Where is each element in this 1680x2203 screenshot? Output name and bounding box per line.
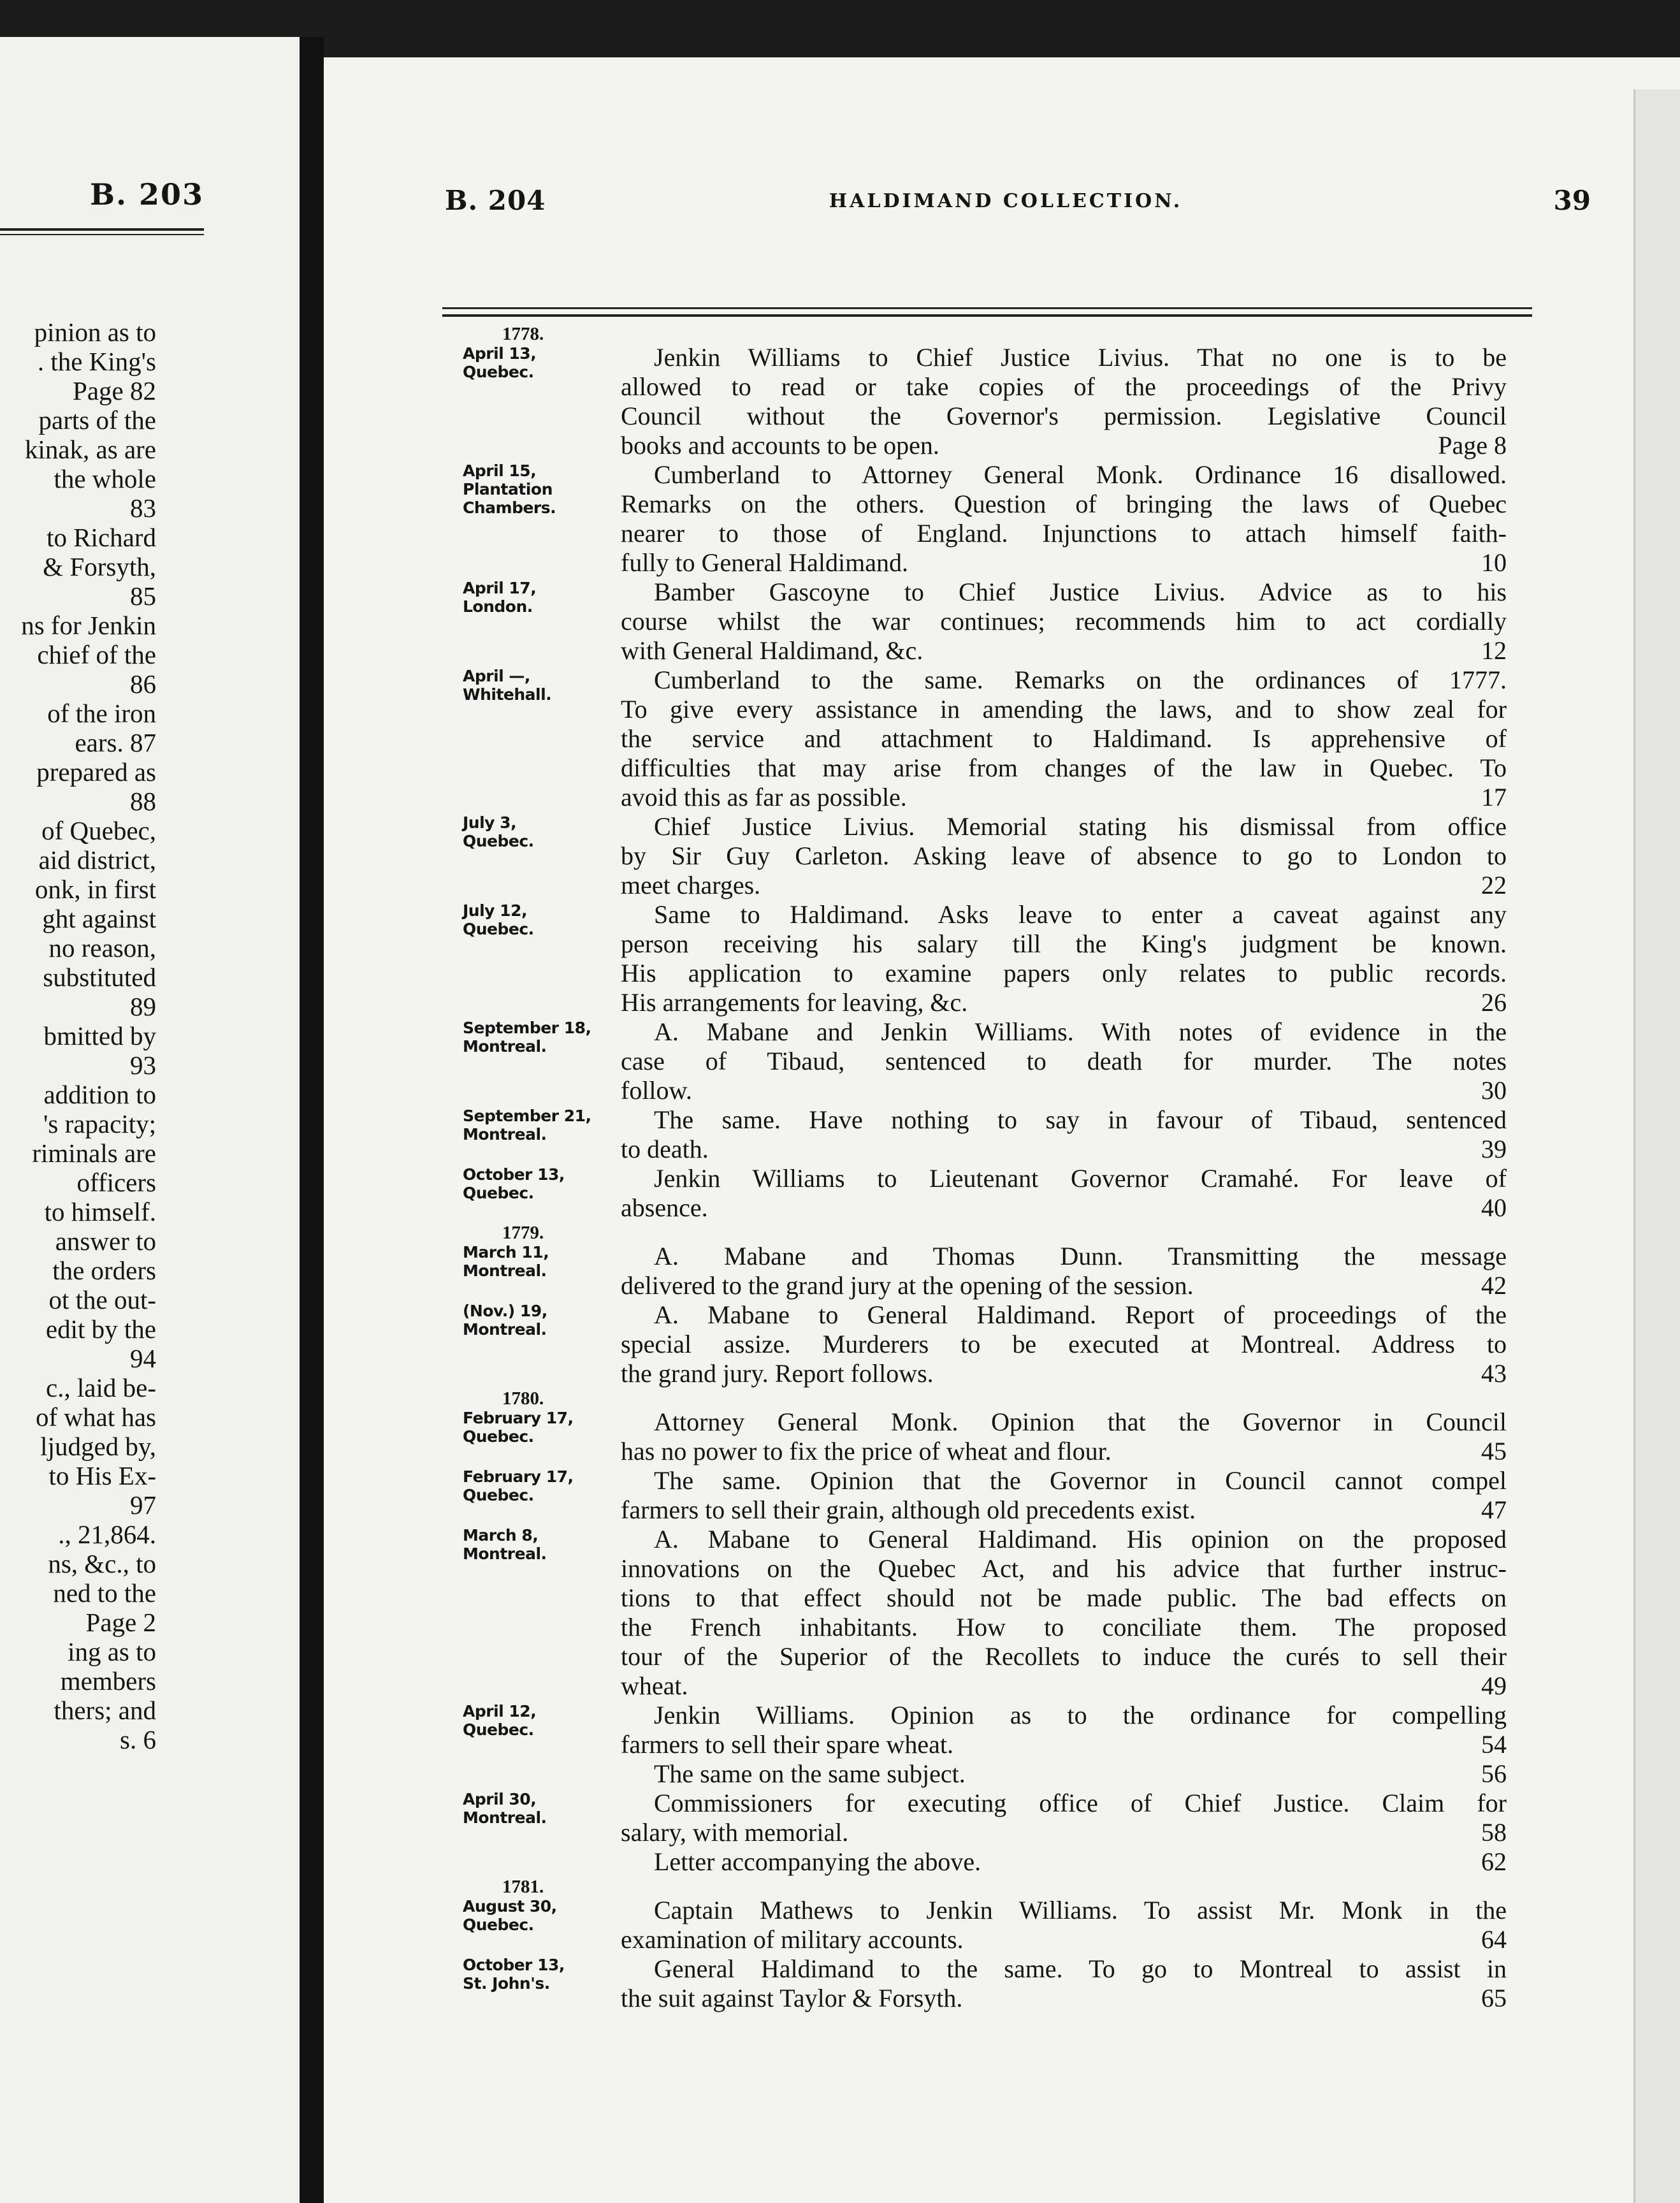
entry-place: Montreal.: [463, 1125, 547, 1144]
book-gutter: [300, 37, 324, 2203]
entry-line: absence. 40: [621, 1193, 1507, 1222]
entry-text: [621, 1242, 1507, 1300]
entry-date-place: [463, 579, 609, 616]
entry-text: [621, 343, 1507, 460]
calendar-entry: [324, 1896, 1637, 1954]
entry-date-place: [463, 1702, 609, 1739]
facing-page-line: prepared as: [36, 757, 156, 787]
page: [324, 57, 1680, 2203]
entry-date: July 3,: [463, 813, 517, 832]
entry-page-ref: 54: [1481, 1730, 1507, 1759]
entry-line: Cumberland to Attorney General Monk. Ordinance 16 disallowed.: [654, 460, 1507, 489]
entry-page-ref: 47: [1481, 1495, 1507, 1524]
running-title: HALDIMAND COLLECTION.: [829, 190, 1183, 212]
facing-page-line: c., laid be-: [45, 1373, 156, 1402]
entry-place: Montreal.: [463, 1037, 547, 1056]
entry-page-ref: 26: [1481, 988, 1507, 1017]
entry-date: July 12,: [463, 901, 527, 920]
entry-line: Bamber Gascoyne to Chief Justice Livius. Advice as to his: [654, 578, 1507, 606]
calendar-entry: [324, 343, 1637, 460]
calendar-entry: [324, 1300, 1637, 1388]
facing-page-text: [0, 317, 156, 1754]
facing-page-line: Page 2: [85, 1608, 156, 1637]
entry-line: to death. 39: [621, 1135, 1507, 1163]
facing-page-line: 93: [130, 1051, 156, 1080]
entry-date: August 30,: [463, 1897, 557, 1916]
facing-page-line: thers; and: [54, 1696, 156, 1725]
entry-place: Plantation Chambers.: [463, 480, 556, 517]
entry-line: case of Tibaud, sentenced to death for murder. The notes: [621, 1047, 1507, 1075]
facing-page-line: onk, in first: [34, 875, 156, 904]
entry-page-ref: 17: [1481, 783, 1507, 811]
year-label: 1779.: [502, 1223, 544, 1243]
facing-page-line: riminals are: [32, 1138, 156, 1168]
entry-text: [621, 1105, 1507, 1164]
calendar-entry: [324, 812, 1637, 900]
facing-page-line: ght against: [42, 904, 156, 933]
facing-page-line: ned to the: [53, 1578, 156, 1608]
year-heading: [324, 1223, 1637, 1242]
facing-page-line: ns for Jenkin: [21, 611, 156, 640]
facing-page-line: Page 82: [73, 376, 156, 405]
entry-place: Quebec.: [463, 1720, 534, 1739]
entry-line: General Haldimand to the same. To go to Montreal to assist in: [654, 1954, 1507, 1983]
calendar-entry: [324, 665, 1637, 812]
page-number: 39: [1553, 185, 1591, 216]
entry-line: farmers to sell their spare wheat. 54: [621, 1730, 1507, 1759]
entry-page-ref: Page 8: [1438, 431, 1507, 460]
entry-page-ref: 12: [1481, 636, 1507, 665]
entry-line: the grand jury. Report follows. 43: [621, 1359, 1507, 1388]
entry-page-ref: 43: [1481, 1359, 1507, 1388]
entry-date-place: [463, 1956, 609, 1993]
facing-page-line: pinion as to: [34, 317, 156, 347]
entry-line: salary, with memorial. 58: [621, 1818, 1507, 1847]
entry-line: special assize. Murderers to be executed at Montreal. Address to: [621, 1330, 1507, 1358]
entry-line: Remarks on the others. Question of bringing the laws of Quebec: [621, 490, 1507, 518]
calendar-entry: [324, 1954, 1637, 2013]
facing-page-line: to himself.: [44, 1197, 156, 1226]
entry-line: tions to that effect should not be made public. The bad effects on: [621, 1583, 1507, 1612]
entry-line: person receiving his salary till the King's judgment be known.: [621, 929, 1507, 958]
entry-line: A. Mabane and Thomas Dunn. Transmitting the message: [654, 1242, 1507, 1270]
year-label: 1781.: [502, 1877, 544, 1897]
entry-place: Quebec.: [463, 363, 534, 381]
entry-page-ref: 56: [1481, 1759, 1507, 1788]
entry-line: has no power to fix the price of wheat and flour. 45: [621, 1437, 1507, 1465]
entry-date-place: [463, 462, 609, 517]
entry-place: Montreal.: [463, 1261, 547, 1280]
facing-page-line: 94: [130, 1344, 156, 1373]
entry-place: Quebec.: [463, 1916, 534, 1934]
entry-text: [621, 460, 1507, 578]
year-heading: [324, 1877, 1637, 1896]
entry-line: the service and attachment to Haldimand. Is apprehensive of: [621, 724, 1507, 753]
entry-line: meet charges. 22: [621, 871, 1507, 899]
entry-line: Captain Mathews to Jenkin Williams. To assist Mr. Monk in the: [654, 1896, 1507, 1924]
entry-line: fully to General Haldimand. 10: [621, 548, 1507, 577]
entry-date: March 11,: [463, 1243, 549, 1261]
entry-text: [621, 1300, 1507, 1388]
facing-page-line: 97: [130, 1490, 156, 1520]
entry-place: London.: [463, 597, 533, 616]
facing-page-line: ing as to: [68, 1637, 156, 1666]
year-label: 1778.: [502, 324, 544, 344]
entry-date: October 13,: [463, 1165, 565, 1184]
entry-line: A. Mabane and Jenkin Williams. With notes of evidence in the: [654, 1017, 1507, 1046]
entry-place: Montreal.: [463, 1545, 547, 1563]
calendar-entry: [324, 1466, 1637, 1525]
facing-page-line: bmitted by: [43, 1021, 156, 1051]
entry-place: Montreal.: [463, 1808, 547, 1827]
calendar-entry: [324, 1017, 1637, 1105]
entry-line: To give every assistance in amending the laws, and to show zeal for: [621, 695, 1507, 723]
entry-line: avoid this as far as possible. 17: [621, 783, 1507, 811]
facing-page-line: 89: [130, 992, 156, 1021]
facing-page-line: 88: [130, 787, 156, 816]
facing-page-line: & Forsyth,: [43, 552, 156, 581]
facing-page-line: to His Ex-: [48, 1461, 156, 1490]
entry-date-place: [463, 1019, 609, 1056]
entry-date: (Nov.) 19,: [463, 1302, 547, 1320]
entry-date-place: [463, 1409, 609, 1446]
entry-place: Quebec.: [463, 1486, 534, 1504]
facing-page-line: to Richard: [47, 523, 156, 552]
entry-date: October 13,: [463, 1956, 565, 1974]
facing-page-line: no reason,: [48, 933, 156, 963]
entry-place: Quebec.: [463, 1427, 534, 1446]
entry-page-ref: 39: [1481, 1135, 1507, 1163]
entry-date: February 17,: [463, 1467, 574, 1486]
entry-line: Chief Justice Livius. Memorial stating his dismissal from office: [654, 812, 1507, 841]
facing-page-line: of Quebec,: [41, 816, 156, 845]
page-edge: [1633, 89, 1680, 2203]
entry-date-place: [463, 1467, 609, 1504]
calendar-entry: [324, 460, 1637, 578]
entry-date: April 17,: [463, 579, 537, 597]
entry-date: April —,: [463, 667, 530, 685]
entry-page-ref: 58: [1481, 1818, 1507, 1847]
entry-line: nearer to those of England. Injunctions to attach himself faith-: [621, 519, 1507, 548]
calendar-entry: [324, 1407, 1637, 1466]
facing-page-line: 83: [130, 493, 156, 523]
calendar-entry: [324, 578, 1637, 665]
entry-page-ref: 49: [1481, 1671, 1507, 1700]
facing-page-line: kinak, as are: [24, 435, 156, 464]
calendar-entry: [324, 1525, 1637, 1701]
calendar-entry: [324, 1242, 1637, 1300]
entry-text: [621, 665, 1507, 812]
entry-date: March 8,: [463, 1526, 539, 1545]
entry-place: St. John's.: [463, 1974, 550, 1993]
entry-line: Jenkin Williams. Opinion as to the ordinance for compelling: [654, 1701, 1507, 1729]
calendar-entry: [324, 1759, 1637, 1789]
entry-page-ref: 45: [1481, 1437, 1507, 1465]
entry-line: The same. Opinion that the Governor in Council cannot compel: [654, 1466, 1507, 1495]
entry-text: [621, 1017, 1507, 1105]
entry-date: April 12,: [463, 1702, 537, 1720]
entry-date: September 21,: [463, 1107, 591, 1125]
entry-line: innovations on the Quebec Act, and his advice that further instruc-: [621, 1554, 1507, 1583]
facing-page-line: aid district,: [38, 845, 156, 875]
entry-text: [621, 1954, 1507, 2013]
facing-page-line: ot the out-: [48, 1285, 156, 1314]
entry-line: Jenkin Williams to Lieutenant Governor Cramahé. For leave of: [654, 1164, 1507, 1193]
entry-text: [621, 1789, 1507, 1847]
entry-page-ref: 64: [1481, 1925, 1507, 1954]
calendar-entry: [324, 1701, 1637, 1759]
facing-page-line: ns, &c., to: [48, 1549, 156, 1578]
entry-date: April 13,: [463, 344, 537, 363]
entry-line: Commissioners for executing office of Chief Justice. Claim for: [654, 1789, 1507, 1817]
year-heading: [324, 1388, 1637, 1407]
facing-page-line: ears. 87: [75, 728, 156, 757]
entry-date-place: [463, 667, 609, 704]
facing-page-line: the whole: [54, 464, 156, 493]
facing-page-rule: [0, 228, 204, 235]
entry-line: tour of the Superior of the Recollets to induce the curés to sell their: [621, 1642, 1507, 1671]
entry-text: [621, 812, 1507, 900]
facing-page-header: B. 203: [90, 177, 204, 212]
entry-page-ref: 42: [1481, 1271, 1507, 1300]
entry-text: [621, 1525, 1507, 1701]
facing-page-line: addition to: [43, 1080, 156, 1109]
facing-page-line: 's rapacity;: [43, 1109, 156, 1138]
entry-line: the French inhabitants. How to conciliate them. The proposed: [621, 1613, 1507, 1641]
year-label: 1780.: [502, 1388, 544, 1409]
entry-place: Montreal.: [463, 1320, 547, 1339]
page-header: [445, 185, 1591, 223]
entry-text: [621, 900, 1507, 1017]
facing-page-line: chief of the: [37, 640, 156, 669]
entry-text: [621, 1701, 1507, 1759]
entry-date-place: [463, 1243, 609, 1280]
facing-page-line: of what has: [35, 1402, 156, 1432]
entry-line: Attorney General Monk. Opinion that the Governor in Council: [654, 1407, 1507, 1436]
entry-text: [621, 1896, 1507, 1954]
entry-page-ref: 22: [1481, 871, 1507, 899]
entry-place: Quebec.: [463, 832, 534, 850]
facing-page-fragment: [0, 37, 300, 2203]
entry-line: Letter accompanying the above. 62: [654, 1847, 1507, 1876]
entry-page-ref: 65: [1481, 1984, 1507, 2012]
header-rule: [442, 307, 1532, 317]
entry-date-place: [463, 1897, 609, 1934]
entry-line: A. Mabane to General Haldimand. Report of proceedings of the: [654, 1300, 1507, 1329]
entry-date-place: [463, 1302, 609, 1339]
entry-text: [621, 1407, 1507, 1466]
facing-page-line: members: [60, 1666, 156, 1696]
entry-date: September 18,: [463, 1019, 591, 1037]
entry-date-place: [463, 1526, 609, 1563]
entry-line: with General Haldimand, &c. 12: [621, 636, 1507, 665]
entry-line: allowed to read or take copies of the proceedings of the Privy: [621, 372, 1507, 401]
entry-date-place: [463, 1107, 609, 1144]
entry-line: wheat. 49: [621, 1671, 1507, 1700]
entry-line: course whilst the war continues; recommends him to act cordially: [621, 607, 1507, 636]
entry-date-place: [463, 813, 609, 850]
calendar-entry: [324, 1847, 1637, 1877]
entry-line: The same on the same subject. 56: [654, 1759, 1507, 1788]
calendar-entry: [324, 1105, 1637, 1164]
entry-page-ref: 62: [1481, 1847, 1507, 1876]
entry-line: Cumberland to the same. Remarks on the ordinances of 1777.: [654, 665, 1507, 694]
facing-page-line: edit by the: [45, 1314, 156, 1344]
facing-page-line: . the King's: [37, 347, 156, 376]
entry-line: His application to examine papers only relates to public records.: [621, 959, 1507, 987]
entry-page-ref: 40: [1481, 1193, 1507, 1222]
facing-page-line: officers: [76, 1168, 156, 1197]
volume-number: B. 204: [445, 185, 546, 216]
entry-line: Same to Haldimand. Asks leave to enter a caveat against any: [654, 900, 1507, 929]
entry-date-place: [463, 901, 609, 938]
facing-page-line: s. 6: [120, 1725, 156, 1754]
entry-page-ref: 10: [1481, 548, 1507, 577]
facing-page-line: ljudged by,: [40, 1432, 156, 1461]
entry-line: delivered to the grand jury at the opening of the session. 42: [621, 1271, 1507, 1300]
entry-line: The same. Have nothing to say in favour of Tibaud, sentenced: [654, 1105, 1507, 1134]
entry-text: [621, 1759, 1507, 1789]
entry-line: follow. 30: [621, 1076, 1507, 1105]
calendar-entry: [324, 1164, 1637, 1223]
facing-page-line: ., 21,864.: [58, 1520, 156, 1549]
entry-date: February 17,: [463, 1409, 574, 1427]
entry-date-place: [463, 1790, 609, 1827]
entry-text: [621, 578, 1507, 665]
entry-line: Council without the Governor's permission. Legislative Council: [621, 402, 1507, 430]
year-heading: [324, 324, 1637, 343]
calendar-entry: [324, 1789, 1637, 1847]
entry-place: Whitehall.: [463, 685, 552, 704]
entry-line: farmers to sell their grain, although old precedents exist. 47: [621, 1495, 1507, 1524]
facing-page-line: parts of the: [38, 405, 156, 435]
entry-text: [621, 1847, 1507, 1877]
facing-page-line: 86: [130, 669, 156, 699]
entry-line: the suit against Taylor & Forsyth. 65: [621, 1984, 1507, 2012]
entry-date-place: [463, 1165, 609, 1202]
facing-page-line: the orders: [52, 1256, 156, 1285]
calendar-entry: [324, 900, 1637, 1017]
entry-text: [621, 1164, 1507, 1223]
entry-line: difficulties that may arise from changes of the law in Quebec. To: [621, 753, 1507, 782]
entry-line: His arrangements for leaving, &c. 26: [621, 988, 1507, 1017]
facing-page-line: 85: [130, 581, 156, 611]
entry-place: Quebec.: [463, 920, 534, 938]
entry-date: April 15,: [463, 462, 537, 480]
entry-text: [621, 1466, 1507, 1525]
entry-date: April 30,: [463, 1790, 537, 1808]
entry-line: examination of military accounts. 64: [621, 1925, 1507, 1954]
entry-line: books and accounts to be open. Page 8: [621, 431, 1507, 460]
facing-page-line: answer to: [55, 1226, 156, 1256]
entry-place: Quebec.: [463, 1184, 534, 1202]
entry-page-ref: 30: [1481, 1076, 1507, 1105]
entry-date-place: [463, 344, 609, 381]
entry-line: by Sir Guy Carleton. Asking leave of absence to go to London to: [621, 841, 1507, 870]
facing-page-line: of the iron: [47, 699, 156, 728]
calendar-entries: [324, 324, 1637, 2013]
entry-line: A. Mabane to General Haldimand. His opinion on the proposed: [654, 1525, 1507, 1553]
entry-line: Jenkin Williams to Chief Justice Livius. That no one is to be: [654, 343, 1507, 372]
facing-page-line: substituted: [43, 963, 156, 992]
